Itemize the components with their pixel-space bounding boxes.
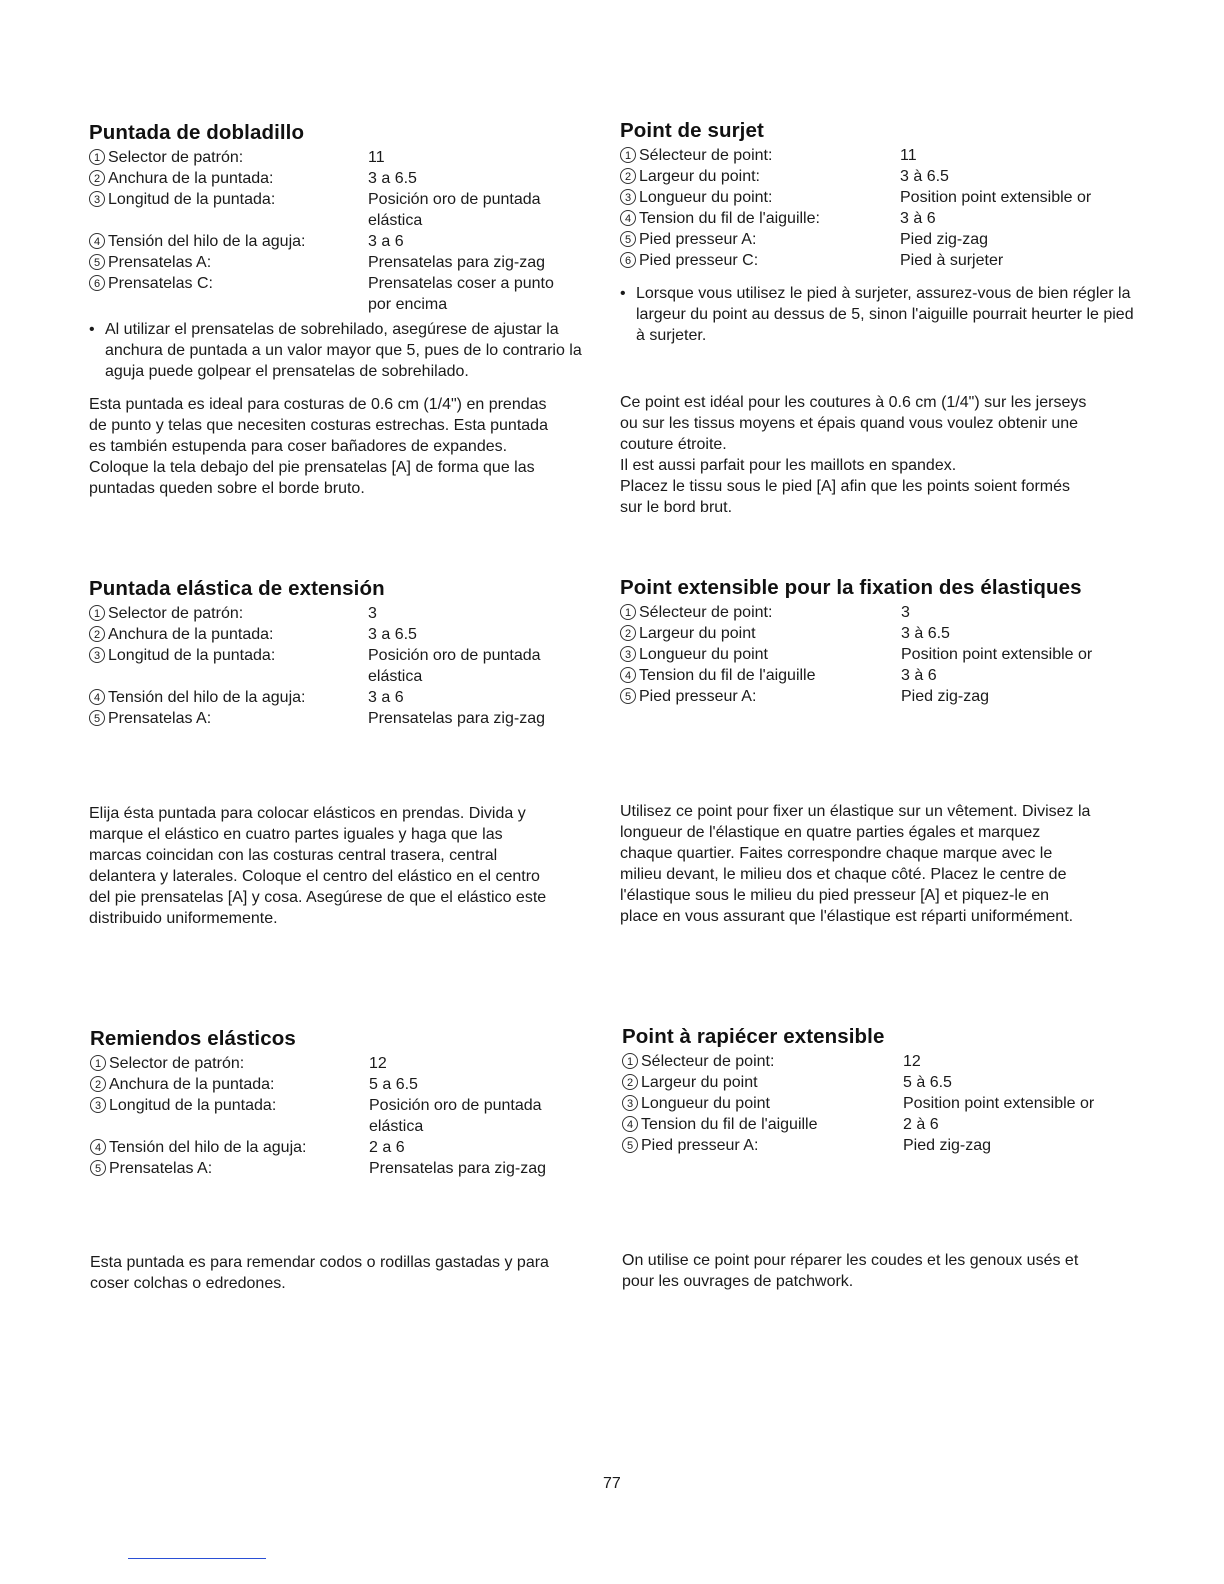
paragraph-line: Ce point est idéal pour les coutures à 0.6 cm (1/4") sur les jerseys [620,394,1087,411]
setting-label-text: Pied presseur A: [641,1137,759,1154]
setting-row [89,168,609,189]
circled-number-icon: 3 [622,1095,638,1111]
setting-label [620,644,901,665]
setting-row [622,1051,1142,1072]
setting-row [620,250,1140,271]
setting-value: 3 à 6.5 [900,168,949,185]
setting-row [90,1053,610,1074]
setting-label [89,687,368,708]
setting-row [89,231,609,252]
circled-number-icon: 3 [90,1097,106,1113]
setting-value: Pied à surjeter [900,252,1004,269]
section-title: Point de surjet [620,119,764,142]
setting-value: 2 à 6 [903,1116,939,1133]
setting-label [89,708,368,729]
setting-label [89,252,368,273]
paragraph-line: del pie prensatelas [A] y cosa. Asegúrese de que el elástico este [89,889,547,906]
setting-value: Position point extensible or [901,646,1093,663]
setting-value: Prensatelas coser a punto por encima [368,275,554,313]
circled-number-icon: 2 [89,626,105,642]
circled-number-icon: 5 [622,1137,638,1153]
section-point-extensible-elastiques [620,576,1180,707]
setting-label [89,147,368,168]
setting-label-text: Selector de patrón: [108,149,244,166]
section-title: Puntada de dobladillo [89,121,305,144]
setting-value: 3 [368,605,377,622]
setting-row [90,1074,610,1095]
setting-label [620,145,900,166]
setting-value: 3 a 6.5 [368,170,417,187]
setting-row [89,189,609,231]
setting-label [89,624,368,645]
setting-value: 3 à 6 [901,667,937,684]
circled-number-icon: 4 [89,689,105,705]
setting-label [90,1074,369,1095]
section-title: Point à rapiécer extensible [622,1025,885,1048]
settings-list [90,1053,610,1179]
setting-label-text: Longueur du point [641,1095,770,1112]
paragraph-line: On utilise ce point pour réparer les coudes et les genoux usés et [622,1252,1079,1269]
setting-value: 12 [903,1053,921,1070]
setting-label-text: Longitud de la puntada: [108,191,276,208]
paragraph-line: coser colchas o edredones. [90,1275,286,1292]
circled-number-icon: 2 [89,170,105,186]
setting-label-text: Tensión del hilo de la aguja: [108,233,306,250]
setting-label-text: Prensatelas C: [108,275,213,292]
bottom-rule [128,1558,266,1559]
setting-label-text: Selector de patrón: [108,605,244,622]
setting-row [622,1114,1142,1135]
setting-row [90,1095,610,1137]
paragraph-line: Utilisez ce point pour fixer un élastique sur un vêtement. Divisez la [620,803,1091,820]
setting-value: Pied zig-zag [900,231,989,248]
setting-label [90,1158,369,1179]
setting-row [622,1093,1142,1114]
section-point-rapiecer [622,1025,1142,1156]
paragraph-line: distribuido uniformemente. [89,910,278,927]
circled-number-icon: 5 [620,231,636,247]
setting-value: 2 a 6 [369,1139,405,1156]
setting-label-text: Anchura de la puntada: [108,626,274,643]
setting-label [90,1053,369,1074]
setting-label-text: Longitud de la puntada: [109,1097,277,1114]
setting-row [620,602,1180,623]
setting-label-text: Tensión del hilo de la aguja: [108,689,306,706]
setting-label [620,250,900,271]
page-number: 77 [603,1475,621,1492]
paragraph-line: es también estupenda para coser bañadores de expandes. [89,438,508,455]
setting-value: 3 [901,604,910,621]
setting-label [620,602,901,623]
setting-row [620,665,1180,686]
circled-number-icon: 3 [620,646,636,662]
setting-row [90,1158,610,1179]
section-remiendos-elasticos [90,1027,610,1179]
setting-label [89,273,368,315]
paragraph-line: de punto y telas que necesiten costuras estrechas. Esta puntada [89,417,548,434]
circled-number-icon: 4 [622,1116,638,1132]
setting-label [620,665,901,686]
setting-row [620,229,1140,250]
setting-row [90,1137,610,1158]
paragraph-line: chaque quartier. Faites correspondre chaque marque avec le [620,845,1053,862]
circled-number-icon: 3 [89,647,105,663]
circled-number-icon: 4 [89,233,105,249]
bullet-icon: • [620,285,626,302]
circled-number-icon: 4 [620,210,636,226]
section-puntada-dobladillo [89,121,609,382]
setting-row [620,623,1180,644]
setting-row [620,166,1140,187]
setting-label-text: Tension du fil de l'aiguille [639,667,816,684]
paragraph-line: marcas coincidan con las costuras central trasera, central [89,847,498,864]
paragraph-line: l'élastique sous le milieu du pied presseur [A] et piquez-le en [620,887,1050,904]
setting-row [89,147,609,168]
setting-value: 5 a 6.5 [369,1076,418,1093]
setting-row [89,624,609,645]
section-puntada-elastica [89,577,609,729]
setting-row [622,1072,1142,1093]
paragraph-line: Esta puntada es ideal para costuras de 0.6 cm (1/4") en prendas [89,396,547,413]
setting-label-text: Prensatelas A: [109,1160,213,1177]
setting-label [89,603,368,624]
setting-label [622,1072,903,1093]
setting-row [620,208,1140,229]
paragraph-line: marque el elástico en cuatro partes iguales y haga que las [89,826,503,843]
setting-value: Pied zig-zag [903,1137,992,1154]
setting-row [89,273,609,315]
circled-number-icon: 1 [622,1053,638,1069]
setting-value: Posición oro de puntada elástica [368,191,541,229]
setting-label [620,686,901,707]
setting-label-text: Prensatelas A: [108,710,212,727]
setting-row [620,644,1180,665]
setting-label-text: Sélecteur de point: [641,1053,775,1070]
setting-row [89,687,609,708]
setting-value: Prensatelas para zig-zag [369,1160,546,1177]
circled-number-icon: 2 [90,1076,106,1092]
setting-row [620,187,1140,208]
section-title: Puntada elástica de extensión [89,577,385,600]
circled-number-icon: 6 [620,252,636,268]
setting-label-text: Sélecteur de point: [639,604,773,621]
setting-value: Pied zig-zag [901,688,990,705]
note-text: Al utilizar el prensatelas de sobrehilado, asegúrese de ajustar la anchura de puntada a un valor mayor que 5, pues de lo contrario la aguja puede golpear el prensatelas de sobrehilado. [105,321,582,380]
circled-number-icon: 2 [622,1074,638,1090]
paragraph-line: pour les ouvrages de patchwork. [622,1273,854,1290]
paragraph-line: place en vous assurant que l'élastique est réparti uniformément. [620,908,1074,925]
setting-label-text: Longitud de la puntada: [108,647,276,664]
circled-number-icon: 1 [89,605,105,621]
paragraph-line: delantera y laterales. Coloque el centro del elástico en el centro [89,868,540,885]
setting-row [89,645,609,687]
circled-number-icon: 1 [90,1055,106,1071]
setting-label-text: Tension du fil de l'aiguille: [639,210,820,227]
setting-value: 11 [900,147,917,164]
setting-row [89,252,609,273]
note [620,283,1140,346]
circled-number-icon: 1 [89,149,105,165]
setting-label-text: Pied presseur A: [639,231,757,248]
settings-list [89,603,609,729]
paragraph-line: sur le bord brut. [620,499,733,516]
note [89,319,609,382]
setting-label-text: Pied presseur A: [639,688,757,705]
paragraph-line: Il est aussi parfait pour les maillots en spandex. [620,457,957,474]
paragraph-line: Elija ésta puntada para colocar elásticos en prendas. Divida y [89,805,526,822]
setting-label [622,1093,903,1114]
setting-label-text: Largeur du point [639,625,756,642]
setting-value: Posición oro de puntada elástica [368,647,541,685]
circled-number-icon: 5 [89,710,105,726]
setting-label-text: Selector de patrón: [109,1055,245,1072]
setting-label-text: Anchura de la puntada: [108,170,274,187]
setting-label [620,229,900,250]
setting-label-text: Tension du fil de l'aiguille [641,1116,818,1133]
setting-value: Prensatelas para zig-zag [368,710,545,727]
circled-number-icon: 5 [89,254,105,270]
settings-list [89,147,609,315]
paragraph-point-de-surjet [620,392,1086,518]
setting-label-text: Prensatelas A: [108,254,212,271]
setting-label [620,166,900,187]
setting-label [620,187,900,208]
setting-label [620,208,900,229]
paragraph-point-extensible-elastiques [620,801,1090,927]
paragraph-line: Coloque la tela debajo del pie prensatelas [A] de forma que las [89,459,535,476]
circled-number-icon: 1 [620,604,636,620]
circled-number-icon: 6 [89,275,105,291]
setting-label-text: Anchura de la puntada: [109,1076,275,1093]
section-point-de-surjet [620,119,1140,346]
paragraph-puntada-elastica [89,803,546,929]
setting-label [90,1137,369,1158]
circled-number-icon: 5 [620,688,636,704]
section-title: Remiendos elásticos [90,1027,296,1050]
circled-number-icon: 3 [89,191,105,207]
setting-label-text: Longueur du point [639,646,768,663]
setting-value: 11 [368,149,385,166]
setting-label-text: Largeur du point [641,1074,758,1091]
paragraph-line: longueur de l'élastique en quatre parties égales et marquez [620,824,1041,841]
setting-row [89,603,609,624]
setting-label-text: Pied presseur C: [639,252,759,269]
setting-value: Position point extensible or [903,1095,1095,1112]
setting-row [622,1135,1142,1156]
setting-row [620,145,1140,166]
circled-number-icon: 1 [620,147,636,163]
circled-number-icon: 2 [620,625,636,641]
setting-label [89,231,368,252]
paragraph-line: puntadas queden sobre el borde bruto. [89,480,365,497]
setting-value: 3 a 6 [368,233,404,250]
setting-label-text: Longueur du point: [639,189,773,206]
section-title: Point extensible pour la fixation des élastiques [620,576,1082,599]
setting-label-text: Largeur du point: [639,168,760,185]
setting-label [89,189,368,231]
settings-list [622,1051,1142,1156]
note-text: Lorsque vous utilisez le pied à surjeter, assurez-vous de bien régler la largeur du point au dessus de 5, sinon l'aiguille pourrait heurter le pied à surjeter. [636,285,1134,344]
paragraph-line: Placez le tissu sous le pied [A] afin que les points soient formés [620,478,1071,495]
setting-label [622,1135,903,1156]
settings-list [620,145,1140,271]
paragraph-line: Esta puntada es para remendar codos o rodillas gastadas y para [90,1254,549,1271]
setting-label-text: Sélecteur de point: [639,147,773,164]
circled-number-icon: 5 [90,1160,106,1176]
setting-label [89,168,368,189]
setting-label [622,1051,903,1072]
setting-label [622,1114,903,1135]
circled-number-icon: 2 [620,168,636,184]
setting-label-text: Tensión del hilo de la aguja: [109,1139,307,1156]
bullet-icon: • [89,321,95,338]
setting-label [90,1095,369,1137]
paragraph-line: couture étroite. [620,436,727,453]
circled-number-icon: 4 [620,667,636,683]
paragraph-line: milieu devant, le milieu dos et chaque côté. Placez le centre de [620,866,1067,883]
setting-row [620,686,1180,707]
settings-list [620,602,1180,707]
setting-label [620,623,901,644]
paragraph-puntada-dobladillo [89,394,548,499]
setting-value: 5 à 6.5 [903,1074,952,1091]
setting-value: 3 a 6 [368,689,404,706]
paragraph-point-rapiecer [622,1250,1078,1292]
paragraph-remiendos-elasticos [90,1252,549,1294]
circled-number-icon: 4 [90,1139,106,1155]
setting-value: 3 à 6.5 [901,625,950,642]
setting-value: 3 a 6.5 [368,626,417,643]
setting-value: 3 à 6 [900,210,936,227]
setting-value: 12 [369,1055,387,1072]
setting-label [89,645,368,687]
circled-number-icon: 3 [620,189,636,205]
setting-row [89,708,609,729]
setting-value: Posición oro de puntada elástica [369,1097,542,1135]
setting-value: Prensatelas para zig-zag [368,254,545,271]
setting-value: Position point extensible or [900,189,1092,206]
paragraph-line: ou sur les tissus moyens et épais quand vous voulez obtenir une [620,415,1079,432]
